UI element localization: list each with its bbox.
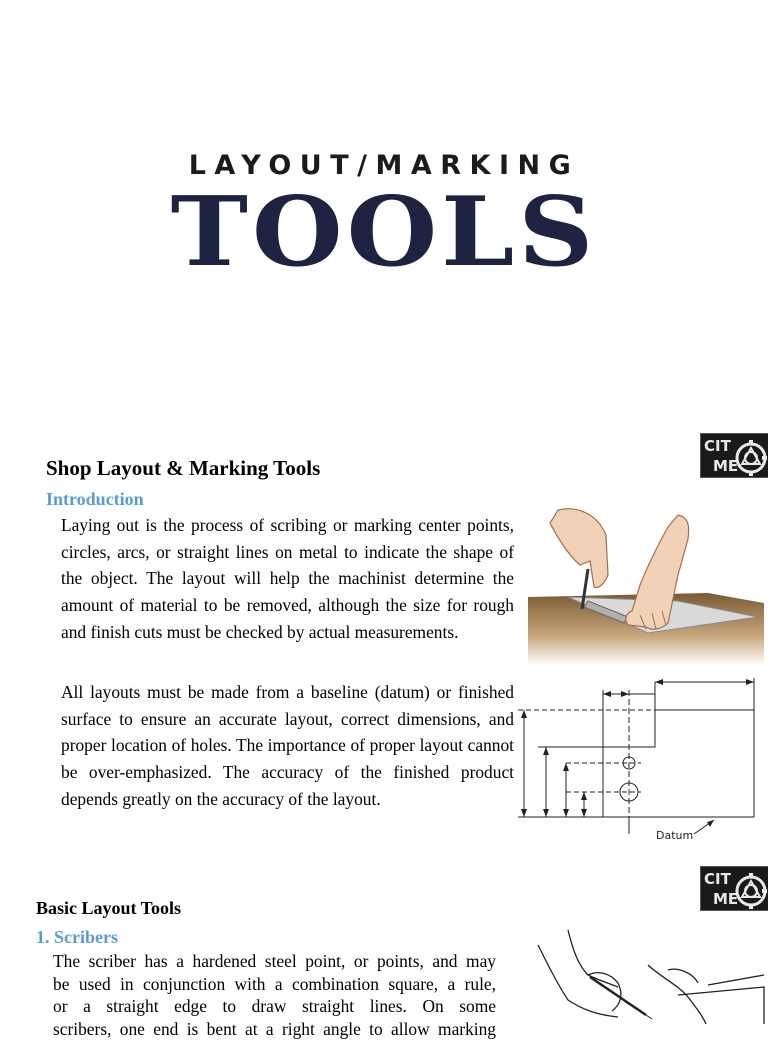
logo-text-line1: CIT xyxy=(704,870,732,888)
scribers-line: scribers, one end is bent at a right angle to allow marking xyxy=(53,1018,496,1040)
scribers-heading: 1. Scribers xyxy=(36,927,118,948)
scribers-line: or a straight edge to draw straight lines. On some xyxy=(53,995,496,1018)
scribers-line: be used in conjunction with a combination square, a rule, xyxy=(53,973,496,996)
introduction-heading: Introduction xyxy=(46,489,144,510)
logo-text-line2: ME xyxy=(713,890,738,908)
cit-me-logo-2 xyxy=(700,866,768,911)
datum-label: Datum xyxy=(656,829,693,842)
logo-text-line1: CIT xyxy=(704,437,732,455)
scribers-line: The scriber has a hardened steel point, or points, and may xyxy=(53,950,496,973)
intro-paragraph-2: All layouts must be made from a baseline (datum) or finished surface to ensure an accurate layout, correct dimensions, and proper location of holes. The importance of proper layout cannot be over-emphasized. The accuracy of the finished product depends greatly on the accuracy of the layout. xyxy=(61,679,514,813)
gear-icon xyxy=(737,873,767,909)
marking-illustration xyxy=(528,505,764,665)
cit-me-logo xyxy=(700,433,768,478)
scribers-paragraph xyxy=(53,950,496,1040)
scriber-illustration xyxy=(528,925,768,1024)
intro-paragraph-1: Laying out is the process of scribing or marking center points, circles, arcs, or straight lines on metal to indicate the shape of the object. The layout will help the machinist determine the amount of material to be removed, although the size for rough and finish cuts must be checked by actual measurements. xyxy=(61,512,514,646)
gear-icon xyxy=(737,440,767,476)
cover-title: TOOLS xyxy=(0,182,768,281)
basic-layout-tools-title: Basic Layout Tools xyxy=(36,898,181,919)
cover-subtitle: LAYOUT/MARKING xyxy=(0,150,768,181)
datum-diagram xyxy=(518,672,768,844)
section-title: Shop Layout & Marking Tools xyxy=(46,456,320,481)
logo-text-line2: ME xyxy=(713,457,738,475)
